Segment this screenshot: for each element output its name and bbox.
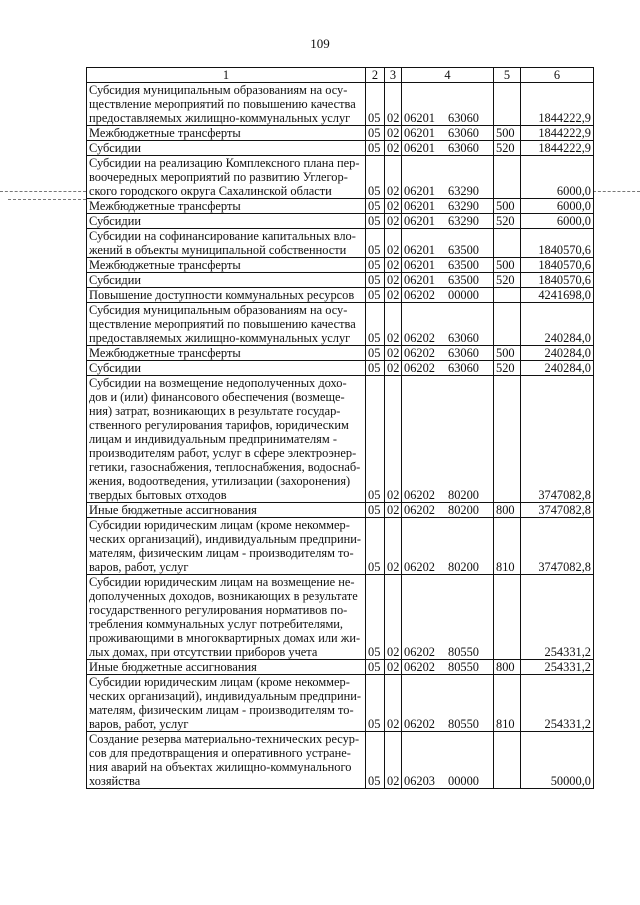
target-article-program: 06202 <box>404 717 435 731</box>
target-article-program: 06201 <box>404 273 435 287</box>
row-subsection: 02 <box>385 303 402 346</box>
table-row <box>87 732 594 789</box>
target-article-direction: 63060 <box>448 361 479 375</box>
row-expense-type: 500 <box>494 346 521 361</box>
row-name: Субсидии <box>87 273 366 288</box>
target-article-direction: 63290 <box>448 184 479 198</box>
row-name: Иные бюджетные ассигнования <box>87 503 366 518</box>
target-article-program: 06201 <box>404 199 435 213</box>
row-amount: 1840570,6 <box>521 229 594 258</box>
row-target-article <box>402 660 494 675</box>
row-amount: 4241698,0 <box>521 288 594 303</box>
target-article-program: 06202 <box>404 488 435 502</box>
row-section: 05 <box>366 675 385 732</box>
row-section: 05 <box>366 83 385 126</box>
row-subsection: 02 <box>385 361 402 376</box>
row-expense-type: 500 <box>494 258 521 273</box>
row-section: 05 <box>366 229 385 258</box>
table-row <box>87 156 594 199</box>
target-article-direction: 80200 <box>448 560 479 574</box>
row-target-article <box>402 126 494 141</box>
row-section: 05 <box>366 575 385 660</box>
target-article-direction: 00000 <box>448 774 479 788</box>
row-subsection: 02 <box>385 288 402 303</box>
row-subsection: 02 <box>385 660 402 675</box>
row-section: 05 <box>366 518 385 575</box>
table-header-row <box>87 68 594 83</box>
table-row <box>87 273 594 288</box>
row-name: Субсидии на возмещение недополученных дохо-дов и (или) финансового обеспечения (возмеще-ния) затрат, возникающих в результате государ-ственного регулирования тарифов, юридическим лицам и индивидуальным предпринимателям - производителям работ, услуг в сфере электроэнер-гетики, газоснабжения, теплоснабжения, водоснаб-жения, водоотведения, утилизации (захоронения) твердых бытовых отходов <box>87 376 366 503</box>
row-amount: 240284,0 <box>521 346 594 361</box>
row-amount: 3747082,8 <box>521 376 594 503</box>
target-article-program: 06202 <box>404 331 435 345</box>
row-name: Субсидии юридическим лицам на возмещение не-дополученных доходов, возникающих в результате государственного регулирования нормативов по-требления коммунальных услуг потребителями, проживающими в многоквартирных домах или жи-лых домах, при отсутствии приборов учета <box>87 575 366 660</box>
target-article-direction: 80200 <box>448 503 479 517</box>
row-amount: 3747082,8 <box>521 503 594 518</box>
row-subsection: 02 <box>385 503 402 518</box>
target-article-direction: 63060 <box>448 346 479 360</box>
row-amount: 1844222,9 <box>521 83 594 126</box>
row-expense-type: 800 <box>494 503 521 518</box>
table-row <box>87 346 594 361</box>
row-amount: 1840570,6 <box>521 258 594 273</box>
row-expense-type <box>494 229 521 258</box>
row-section: 05 <box>366 660 385 675</box>
row-target-article <box>402 288 494 303</box>
row-amount: 6000,0 <box>521 214 594 229</box>
row-target-article <box>402 273 494 288</box>
target-article-program: 06202 <box>404 560 435 574</box>
row-name: Иные бюджетные ассигнования <box>87 660 366 675</box>
row-target-article <box>402 575 494 660</box>
target-article-direction: 63500 <box>448 273 479 287</box>
row-target-article <box>402 346 494 361</box>
row-name: Субсидии юридическим лицам (кроме некоммер-ческих организаций), индивидуальным предприни-мателям, физическим лицам - производителям то-варов, работ, услуг <box>87 518 366 575</box>
row-name: Межбюджетные трансферты <box>87 126 366 141</box>
scan-artifact-line <box>0 191 86 192</box>
row-amount: 6000,0 <box>521 156 594 199</box>
row-expense-type: 500 <box>494 199 521 214</box>
row-section: 05 <box>366 156 385 199</box>
table-row <box>87 303 594 346</box>
row-expense-type <box>494 303 521 346</box>
row-name: Субсидии <box>87 214 366 229</box>
scan-artifact-line <box>8 199 86 200</box>
target-article-program: 06202 <box>404 660 435 674</box>
table-row <box>87 214 594 229</box>
target-article-direction: 80200 <box>448 488 479 502</box>
header-col-6: 6 <box>521 68 594 83</box>
target-article-program: 06201 <box>404 243 435 257</box>
table-row <box>87 229 594 258</box>
row-target-article <box>402 361 494 376</box>
row-amount: 254331,2 <box>521 660 594 675</box>
target-article-direction: 63060 <box>448 141 479 155</box>
row-expense-type <box>494 732 521 789</box>
row-target-article <box>402 518 494 575</box>
row-expense-type: 520 <box>494 214 521 229</box>
row-section: 05 <box>366 732 385 789</box>
row-expense-type <box>494 288 521 303</box>
row-name: Субсидии <box>87 361 366 376</box>
target-article-program: 06203 <box>404 774 435 788</box>
target-article-direction: 80550 <box>448 717 479 731</box>
row-target-article <box>402 214 494 229</box>
target-article-program: 06202 <box>404 288 435 302</box>
row-subsection: 02 <box>385 346 402 361</box>
row-section: 05 <box>366 126 385 141</box>
row-name: Субсидии на софинансирование капитальных вло-жений в объекты муниципальной собственности <box>87 229 366 258</box>
row-name: Повышение доступности коммунальных ресурсов <box>87 288 366 303</box>
table-row <box>87 141 594 156</box>
row-expense-type <box>494 83 521 126</box>
row-target-article <box>402 141 494 156</box>
row-subsection: 02 <box>385 376 402 503</box>
target-article-direction: 80550 <box>448 660 479 674</box>
row-amount: 3747082,8 <box>521 518 594 575</box>
target-article-direction: 63500 <box>448 258 479 272</box>
row-target-article <box>402 83 494 126</box>
row-target-article <box>402 229 494 258</box>
target-article-program: 06202 <box>404 361 435 375</box>
target-article-program: 06201 <box>404 126 435 140</box>
row-amount: 50000,0 <box>521 732 594 789</box>
row-target-article <box>402 258 494 273</box>
budget-table <box>86 67 594 789</box>
target-article-program: 06202 <box>404 645 435 659</box>
row-amount: 1844222,9 <box>521 126 594 141</box>
row-expense-type: 810 <box>494 518 521 575</box>
row-name: Межбюджетные трансферты <box>87 346 366 361</box>
target-article-direction: 63060 <box>448 331 479 345</box>
header-col-1: 1 <box>87 68 366 83</box>
target-article-program: 06201 <box>404 141 435 155</box>
table-row <box>87 503 594 518</box>
target-article-program: 06201 <box>404 184 435 198</box>
target-article-program: 06201 <box>404 258 435 272</box>
row-section: 05 <box>366 376 385 503</box>
target-article-program: 06202 <box>404 503 435 517</box>
row-subsection: 02 <box>385 199 402 214</box>
row-section: 05 <box>366 258 385 273</box>
row-target-article <box>402 303 494 346</box>
row-amount: 6000,0 <box>521 199 594 214</box>
row-subsection: 02 <box>385 126 402 141</box>
row-name: Субсидия муниципальным образованиям на осу-ществление мероприятий по повышению качества предоставляемых жилищно-коммунальных услуг <box>87 303 366 346</box>
row-section: 05 <box>366 503 385 518</box>
row-target-article <box>402 503 494 518</box>
row-expense-type: 500 <box>494 126 521 141</box>
row-section: 05 <box>366 288 385 303</box>
row-subsection: 02 <box>385 83 402 126</box>
row-expense-type: 520 <box>494 273 521 288</box>
target-article-direction: 00000 <box>448 288 479 302</box>
row-expense-type <box>494 376 521 503</box>
row-section: 05 <box>366 273 385 288</box>
table-body <box>87 83 594 789</box>
row-expense-type: 800 <box>494 660 521 675</box>
table-row <box>87 376 594 503</box>
row-amount: 254331,2 <box>521 675 594 732</box>
scan-artifact-line <box>593 191 640 192</box>
table-row <box>87 126 594 141</box>
row-target-article <box>402 376 494 503</box>
row-subsection: 02 <box>385 156 402 199</box>
header-col-2: 2 <box>366 68 385 83</box>
row-amount: 1840570,6 <box>521 273 594 288</box>
row-amount: 240284,0 <box>521 361 594 376</box>
row-subsection: 02 <box>385 575 402 660</box>
table-row <box>87 575 594 660</box>
row-subsection: 02 <box>385 141 402 156</box>
row-target-article <box>402 199 494 214</box>
target-article-direction: 80550 <box>448 645 479 659</box>
row-subsection: 02 <box>385 518 402 575</box>
target-article-direction: 63060 <box>448 111 479 125</box>
row-subsection: 02 <box>385 229 402 258</box>
row-name: Субсидии на реализацию Комплексного плана пер-воочередных мероприятий по развитию Углегор-ского городского округа Сахалинской области <box>87 156 366 199</box>
table-row <box>87 660 594 675</box>
row-section: 05 <box>366 303 385 346</box>
table-row <box>87 83 594 126</box>
row-expense-type: 520 <box>494 141 521 156</box>
target-article-program: 06201 <box>404 214 435 228</box>
row-name: Субсидия муниципальным образованиям на осу-ществление мероприятий по повышению качества предоставляемых жилищно-коммунальных услуг <box>87 83 366 126</box>
target-article-program: 06202 <box>404 346 435 360</box>
row-expense-type: 520 <box>494 361 521 376</box>
row-subsection: 02 <box>385 273 402 288</box>
target-article-direction: 63060 <box>448 126 479 140</box>
table-row <box>87 518 594 575</box>
row-subsection: 02 <box>385 214 402 229</box>
row-subsection: 02 <box>385 675 402 732</box>
row-section: 05 <box>366 346 385 361</box>
row-name: Межбюджетные трансферты <box>87 258 366 273</box>
target-article-direction: 63290 <box>448 214 479 228</box>
target-article-direction: 63290 <box>448 199 479 213</box>
row-amount: 240284,0 <box>521 303 594 346</box>
row-name: Субсидии <box>87 141 366 156</box>
row-target-article <box>402 156 494 199</box>
row-target-article <box>402 675 494 732</box>
row-section: 05 <box>366 214 385 229</box>
row-subsection: 02 <box>385 732 402 789</box>
row-name: Создание резерва материально-технических ресур-сов для предотвращения и оперативного устране-ния аварий на объектах жилищно-коммунального хозяйства <box>87 732 366 789</box>
table-row <box>87 361 594 376</box>
page-number: 109 <box>310 36 330 51</box>
row-name: Субсидии юридическим лицам (кроме некоммер-ческих организаций), индивидуальным предприни-мателям, физическим лицам - производителям то-варов, работ, услуг <box>87 675 366 732</box>
row-name: Межбюджетные трансферты <box>87 199 366 214</box>
row-section: 05 <box>366 199 385 214</box>
row-expense-type <box>494 156 521 199</box>
row-amount: 254331,2 <box>521 575 594 660</box>
target-article-direction: 63500 <box>448 243 479 257</box>
target-article-program: 06201 <box>404 111 435 125</box>
header-col-4: 4 <box>402 68 494 83</box>
table-row <box>87 258 594 273</box>
table-row <box>87 675 594 732</box>
header-col-3: 3 <box>385 68 402 83</box>
table-row <box>87 199 594 214</box>
table-row <box>87 288 594 303</box>
row-section: 05 <box>366 361 385 376</box>
row-subsection: 02 <box>385 258 402 273</box>
row-expense-type <box>494 575 521 660</box>
row-section: 05 <box>366 141 385 156</box>
header-col-5: 5 <box>494 68 521 83</box>
row-amount: 1844222,9 <box>521 141 594 156</box>
row-target-article <box>402 732 494 789</box>
row-expense-type: 810 <box>494 675 521 732</box>
